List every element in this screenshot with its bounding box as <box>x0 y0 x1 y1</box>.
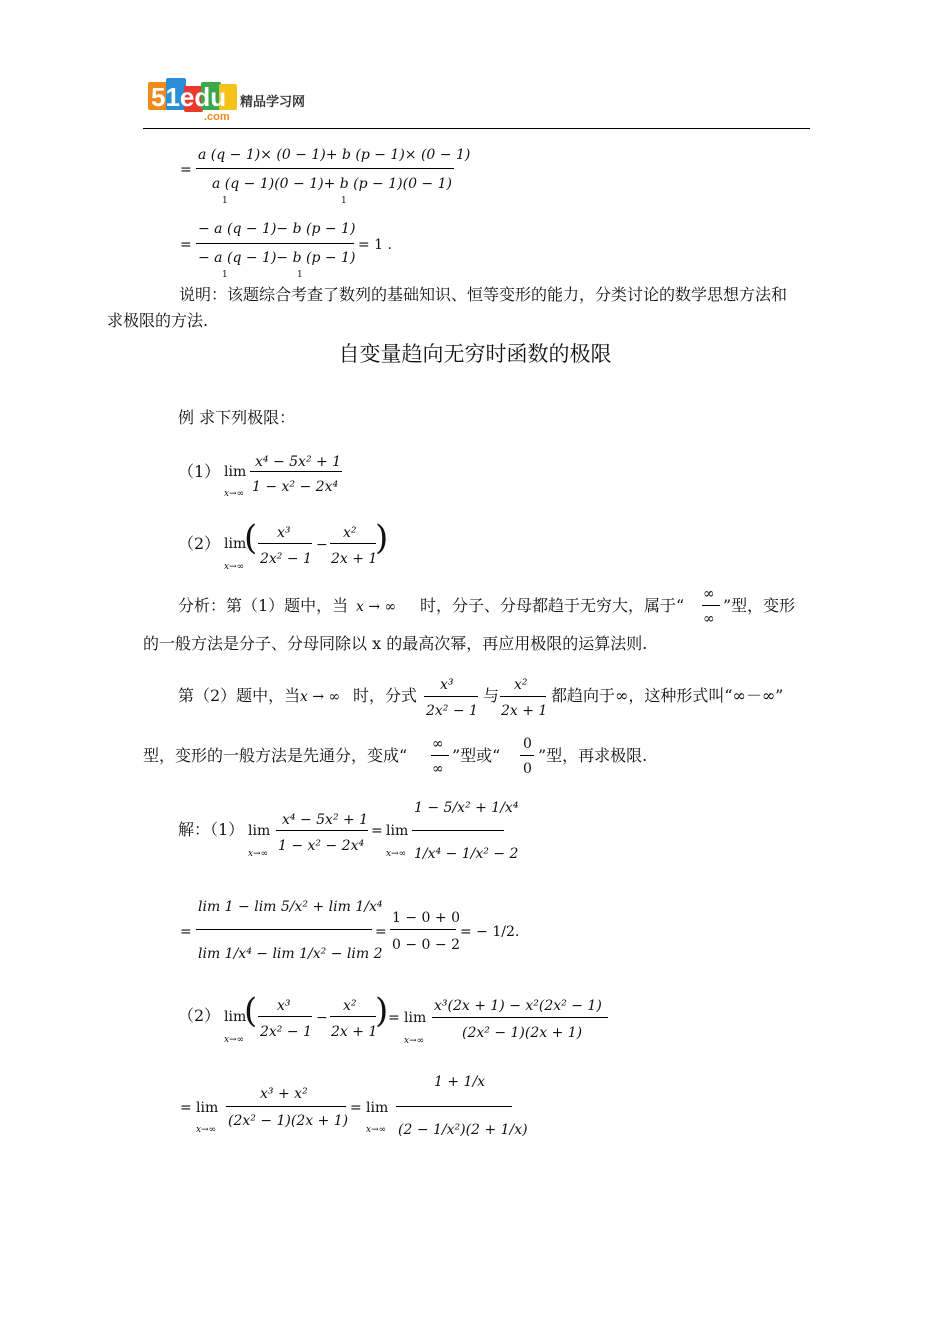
sol1-l2-eq2: = <box>375 924 387 940</box>
note-paragraph <box>107 282 811 334</box>
analysis-inf-den: ∞ <box>703 611 715 627</box>
analysis-3-x-to-inf: x → ∞ <box>300 689 341 705</box>
sol2-f2-den: 2x + 1 <box>331 1024 378 1040</box>
sol2-lim-sub: x→∞ <box>224 1035 245 1045</box>
analysis-1c: ”型，变形 <box>723 596 796 615</box>
problem-2-label: （2） <box>178 534 221 553</box>
analysis-4-zero-den: 0 <box>523 761 532 777</box>
problem-2-minus: − <box>316 537 328 553</box>
eq1-denominator: a (q − 1)(0 − 1)+ b (p − 1)(0 − 1) <box>212 176 452 192</box>
eq1-fraction-bar <box>196 168 454 169</box>
analysis-2: 的一般方法是分子、分母同除以 x 的最高次幂，再应用极限的运算法则. <box>143 634 648 653</box>
solution-label: 解：（1） <box>178 820 245 839</box>
sol2-l3-bar <box>396 1106 512 1107</box>
sol2-l2-lim: lim <box>196 1100 219 1116</box>
sol2-f2-bar <box>330 1016 376 1017</box>
analysis-inf-num: ∞ <box>703 586 715 602</box>
problem-2-right-paren: ) <box>375 518 389 558</box>
sol2-l3-den: (2 − 1/x²)(2 + 1/x) <box>398 1122 528 1138</box>
sol2-f1-den: 2x² − 1 <box>260 1024 312 1040</box>
analysis-4b: ”型或“ <box>452 746 501 765</box>
eq2-numerator: − a (q − 1)− b (p − 1) <box>198 221 356 237</box>
sol1-lim-sub: x→∞ <box>248 849 269 859</box>
sol2-minus: − <box>316 1010 328 1026</box>
analysis-3-f2-bar <box>500 696 546 697</box>
analysis-3a: 第（2）题中，当 <box>178 686 301 705</box>
analysis-3-f2-den: 2x + 1 <box>501 703 548 719</box>
problem-2-f2-bar <box>330 543 376 544</box>
svg-text:51edu: 51edu <box>151 82 227 112</box>
section-title: 自变量趋向无穷时函数的极限 <box>338 342 612 366</box>
problem-1-bar <box>250 471 342 472</box>
analysis-4-inf-den: ∞ <box>432 761 444 777</box>
example-heading: 例 求下列极限： <box>178 408 296 427</box>
eq1-numerator: a (q − 1)× (0 − 1)+ b (p − 1)× (0 − 1) <box>198 147 471 163</box>
sol1-rhs-num: 1 − 5/x² + 1/x⁴ <box>414 800 519 816</box>
sol1-l2-bar <box>196 929 372 930</box>
eq2-fraction-bar <box>196 243 354 244</box>
sol1-l2-mid-num: 1 − 0 + 0 <box>392 910 460 926</box>
sol1-denominator: 1 − x² − 2x⁴ <box>278 838 365 854</box>
analysis-3d: 都趋向于∞，这种形式叫“∞－∞” <box>551 686 784 705</box>
eq2-result: = 1 . <box>358 237 392 253</box>
analysis-3-f1-bar <box>424 696 478 697</box>
problem-2-lim: lim <box>224 536 247 552</box>
sol2-l2-lim-sub: x→∞ <box>196 1125 217 1135</box>
sol2-label: （2） <box>178 1006 221 1025</box>
problem-1-label: （1） <box>178 462 221 481</box>
sol1-l2-mid-bar <box>390 929 456 930</box>
sol1-lim: lim <box>248 823 271 839</box>
sol1-rhs-den: 1/x⁴ − 1/x² − 2 <box>414 846 519 862</box>
problem-1-lim: lim <box>224 464 247 480</box>
sol2-rhs-num: x³(2x + 1) − x²(2x² − 1) <box>434 998 602 1014</box>
sol1-l2-num: lim 1 − lim 5/x² + lim 1/x⁴ <box>198 899 383 915</box>
analysis-4-zero-bar <box>520 755 534 756</box>
note-line-1: 说明：该题综合考查了数列的基础知识、恒等变形的能力，分类讨论的数学思想方法和 <box>179 285 788 304</box>
sol1-numerator: x⁴ − 5x² + 1 <box>282 812 369 828</box>
sol1-result: = − 1/2. <box>460 924 520 940</box>
sol1-lim-2-sub: x→∞ <box>386 849 407 859</box>
sol2-l2-den: (2x² − 1)(2x + 1) <box>228 1113 349 1129</box>
header-rule <box>143 128 810 129</box>
eq2-sign: = <box>180 237 192 253</box>
analysis-3c: 与 <box>483 686 500 705</box>
problem-1-lim-sub: x→∞ <box>224 489 245 499</box>
analysis-3b: 时，分式 <box>353 686 418 705</box>
problem-1-numerator: x⁴ − 5x² + 1 <box>255 454 342 470</box>
analysis-3-f1-den: 2x² − 1 <box>426 703 478 719</box>
analysis-3-f1-num: x³ <box>440 677 454 693</box>
sol2-l2-eq: = <box>180 1100 192 1116</box>
sol2-l2-lim-2-sub: x→∞ <box>366 1125 387 1135</box>
sol2-f1-bar <box>258 1016 312 1017</box>
eq2-subscript-a: 1 <box>222 270 228 280</box>
analysis-inf-bar <box>702 605 720 606</box>
analysis-4c: ”型，再求极限. <box>538 746 648 765</box>
sol2-l2-lim-2: lim <box>366 1100 389 1116</box>
sol2-eq: = <box>388 1010 400 1026</box>
sol1-bar <box>276 830 368 831</box>
svg-text:.com: .com <box>204 111 230 122</box>
analysis-4-inf-num: ∞ <box>432 736 444 752</box>
analysis-3-f2-num: x² <box>514 677 528 693</box>
sol2-lim-2: lim <box>404 1010 427 1026</box>
analysis-x-to-inf: x → ∞ <box>356 599 397 615</box>
problem-2-f1-num: x³ <box>277 525 291 541</box>
problem-2-f1-bar <box>258 543 312 544</box>
sol1-l2-den: lim 1/x⁴ − lim 1/x² − lim 2 <box>198 946 383 962</box>
problem-2-lim-sub: x→∞ <box>224 562 245 572</box>
sol2-right-paren: ) <box>375 991 389 1031</box>
sol2-left-paren: ( <box>244 991 258 1031</box>
problem-2-left-paren: ( <box>244 518 258 558</box>
analysis-1b: 时，分子、分母都趋于无穷大，属于“ <box>420 596 685 615</box>
eq2-subscript-b: 1 <box>297 270 303 280</box>
analysis-4-zero-num: 0 <box>523 736 532 752</box>
analysis-1a: 分析：第（1）题中，当 <box>178 596 349 615</box>
site-logo <box>148 76 318 122</box>
eq2-denominator: − a (q − 1)− b (p − 1) <box>198 250 356 266</box>
sol1-rhs-bar <box>412 830 504 831</box>
note-line-2: 求极限的方法. <box>107 311 209 330</box>
problem-2-f1-den: 2x² − 1 <box>260 551 312 567</box>
sol2-l3-num: 1 + 1/x <box>434 1074 486 1090</box>
sol2-f1-num: x³ <box>277 998 291 1014</box>
sol2-f2-num: x² <box>343 998 357 1014</box>
problem-1-denominator: 1 − x² − 2x⁴ <box>252 479 339 495</box>
svg-text:精品学习网: 精品学习网 <box>240 95 306 110</box>
problem-2-f2-den: 2x + 1 <box>331 551 378 567</box>
sol1-l2-eq: = <box>180 924 192 940</box>
sol1-lim-2: lim <box>386 823 409 839</box>
sol2-lim: lim <box>224 1009 247 1025</box>
analysis-4-inf-bar <box>431 755 449 756</box>
sol2-l2-num: x³ + x² <box>260 1086 308 1102</box>
sol2-lim-2-sub: x→∞ <box>404 1036 425 1046</box>
eq1-subscript-b: 1 <box>341 196 347 206</box>
eq1-subscript-a: 1 <box>222 196 228 206</box>
sol2-l2-eq2: = <box>350 1100 362 1116</box>
sol2-rhs-den: (2x² − 1)(2x + 1) <box>462 1025 583 1041</box>
problem-2-f2-num: x² <box>343 525 357 541</box>
sol1-eq: = <box>371 823 383 839</box>
eq1-sign: = <box>180 162 192 178</box>
sol2-l2-bar <box>226 1106 346 1107</box>
sol2-rhs-bar <box>432 1017 608 1018</box>
sol1-l2-mid-den: 0 − 0 − 2 <box>392 937 460 953</box>
analysis-4a: 型，变形的一般方法是先通分，变成“ <box>143 746 408 765</box>
